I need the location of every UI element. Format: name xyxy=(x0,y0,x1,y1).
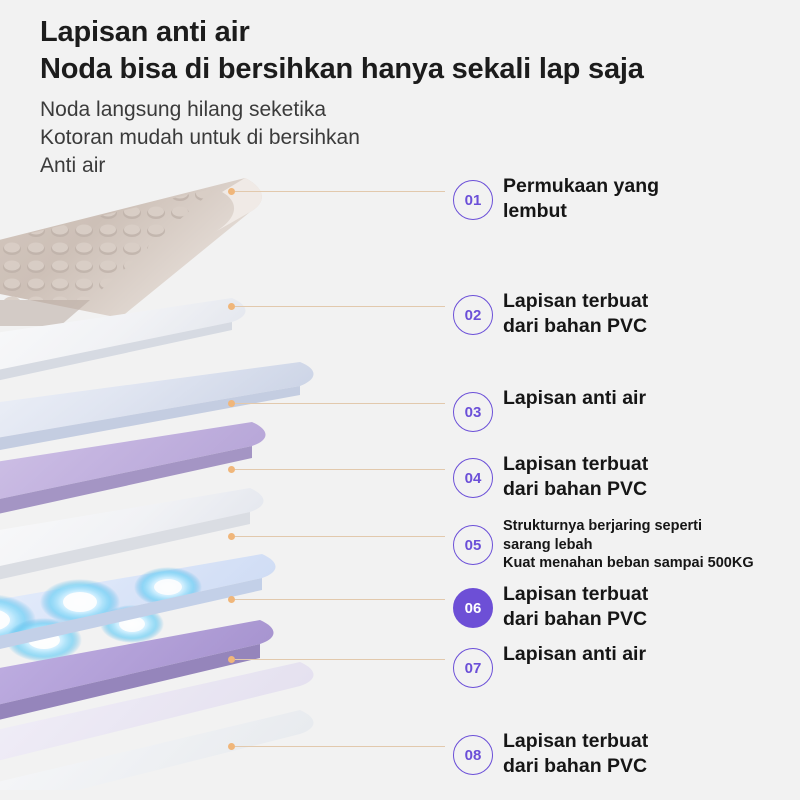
leader-dot xyxy=(228,656,235,663)
leader-dot xyxy=(228,466,235,473)
callout-item xyxy=(210,285,800,345)
callout-text-line: Lapisan terbuat xyxy=(503,583,649,605)
leader-dot xyxy=(228,596,235,603)
callout-number-badge-04: 04 xyxy=(453,458,493,498)
subheadline-line-2: Kotoran mudah untuk di bersihkan xyxy=(40,125,360,149)
callout-text xyxy=(503,174,800,223)
leader-line xyxy=(235,746,445,747)
callout-number-badge-06: 06 xyxy=(453,588,493,628)
callout-text xyxy=(503,582,800,631)
callout-item xyxy=(210,578,800,638)
callout-text xyxy=(503,289,800,338)
callout-text-line: Lapisan anti air xyxy=(503,387,647,409)
subheadline-line-3: Anti air xyxy=(40,153,106,177)
callout-text-line: Lapisan terbuat xyxy=(503,730,649,752)
callout-text-line: Strukturnya berjaring seperti xyxy=(503,518,703,534)
callout-item xyxy=(210,515,800,575)
leader-line xyxy=(235,599,445,600)
callout-item xyxy=(210,725,800,785)
callout-item xyxy=(210,448,800,508)
subheadline-line-1: Noda langsung hilang seketika xyxy=(40,98,327,121)
callout-item xyxy=(210,170,800,230)
callout-text xyxy=(503,386,800,411)
callout-number-badge-08: 08 xyxy=(453,735,493,775)
callout-text-line: Kuat menahan beban sampai 500KG xyxy=(503,555,754,572)
leader-line xyxy=(235,191,445,192)
callout-list xyxy=(210,160,800,780)
callout-text xyxy=(503,517,800,573)
headline-line-2: Noda bisa di bersihkan hanya sekali lap saja xyxy=(40,53,644,86)
callout-number-badge-07: 07 xyxy=(453,648,493,688)
callout-item xyxy=(210,638,800,698)
callout-text-line: dari bahan PVC xyxy=(503,754,648,777)
leader-line xyxy=(235,469,445,470)
callout-text-line: Lapisan terbuat xyxy=(503,290,649,312)
callout-text-line: dari bahan PVC xyxy=(503,314,648,337)
leader-line xyxy=(235,536,445,537)
callout-text xyxy=(503,642,800,667)
callout-text xyxy=(503,452,800,501)
leader-dot xyxy=(228,400,235,407)
callout-text-line: Lapisan anti air xyxy=(503,643,647,665)
callout-number-badge-02: 02 xyxy=(453,295,493,335)
callout-text-line: Lapisan terbuat xyxy=(503,453,649,475)
callout-text-line: dari bahan PVC xyxy=(503,477,648,500)
leader-line xyxy=(235,659,445,660)
callout-text-line: lembut xyxy=(503,199,567,222)
callout-text-line: Permukaan yang xyxy=(503,175,660,197)
leader-line xyxy=(235,403,445,404)
callout-text xyxy=(503,729,800,778)
leader-dot xyxy=(228,533,235,540)
callout-number-badge-03: 03 xyxy=(453,392,493,432)
callout-text-line: dari bahan PVC xyxy=(503,607,648,630)
callout-number-badge-01: 01 xyxy=(453,180,493,220)
leader-dot xyxy=(228,188,235,195)
headline-block xyxy=(40,14,780,88)
headline-line-1: Lapisan anti air xyxy=(40,16,250,48)
callout-item xyxy=(210,382,800,442)
callout-number-badge-05: 05 xyxy=(453,525,493,565)
callout-text-line: sarang lebah xyxy=(503,536,593,553)
leader-dot xyxy=(228,743,235,750)
leader-line xyxy=(235,306,445,307)
leader-dot xyxy=(228,303,235,310)
